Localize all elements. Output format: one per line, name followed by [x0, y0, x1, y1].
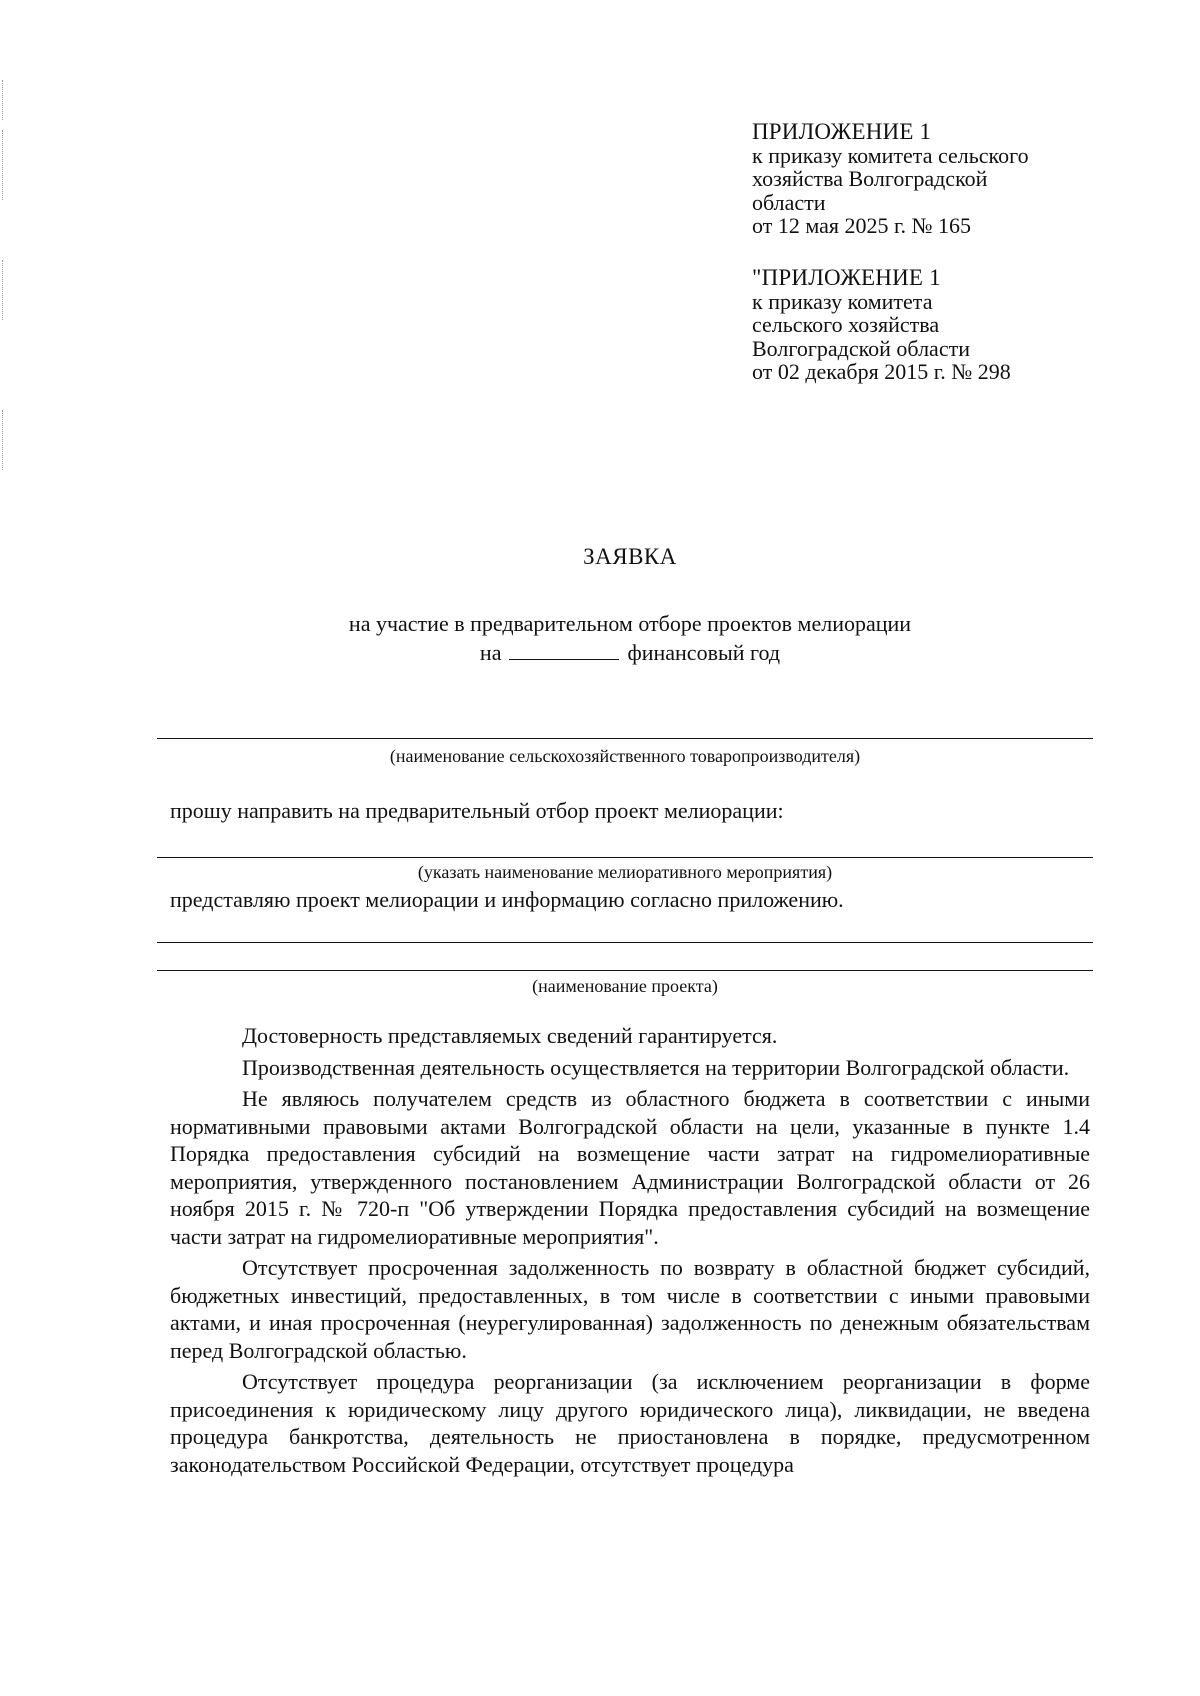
appendix-current-line: хозяйства Волгоградской — [752, 166, 988, 191]
appendix-original-block — [752, 266, 1152, 384]
scan-mark — [2, 410, 9, 470]
document-subtitle-year-line — [0, 639, 1200, 666]
submit-text: представляю проект мелиорации и информацию согласно приложению. — [170, 887, 844, 912]
appendix-original-line: к приказу комитета — [752, 288, 933, 314]
scan-mark — [2, 260, 9, 320]
measure-name-line[interactable] — [157, 857, 1093, 858]
subtitle-suffix: финансовый год — [627, 640, 781, 665]
measure-name-caption: (указать наименование мелиоративного мероприятия) — [417, 862, 833, 882]
paragraph: Производственная деятельность осуществляется на территории Волгоградской области. — [242, 1054, 1070, 1080]
appendix-current-title: ПРИЛОЖЕНИЕ 1 — [752, 119, 932, 144]
document-title: ЗАЯВКА — [583, 544, 677, 569]
project-name-line-2[interactable] — [157, 970, 1093, 971]
appendix-original-line: от 02 декабря 2015 г. № 298 — [752, 359, 1011, 384]
body-paragraphs — [170, 1022, 1090, 1478]
paragraph: Отсутствует просроченная задолженность по возврату в областной бюджет субсидий, бюджетных инвестиций, предоставленных, в том числе в соответствии с иными правовыми актами, и иная просроченная (неурегулированная) задолженность по денежным обязательствам перед Волгоградской областью. — [170, 1255, 1090, 1363]
project-name-caption: (наименование проекта) — [532, 976, 718, 996]
paragraph: Достоверность представляемых сведений гарантируется. — [242, 1023, 778, 1048]
appendix-original-line: Волгоградской области — [752, 335, 970, 361]
subtitle-prefix: на — [479, 640, 502, 665]
producer-name-line[interactable] — [157, 738, 1093, 739]
appendix-current-line: области — [752, 189, 826, 215]
appendix-current-block — [752, 120, 1152, 238]
appendix-original-line: сельского хозяйства — [752, 312, 940, 337]
appendix-current-line: от 12 мая 2025 г. № 165 — [752, 213, 972, 238]
scan-mark — [2, 80, 9, 120]
scan-mark — [2, 130, 9, 200]
financial-year-blank[interactable] — [509, 641, 619, 660]
appendix-original-title: "ПРИЛОЖЕНИЕ 1 — [752, 265, 941, 290]
appendix-current-line: к приказу комитета сельского — [752, 142, 1029, 168]
document-subtitle: на участие в предварительном отборе проектов мелиорации — [348, 611, 912, 636]
producer-name-caption: (наименование сельскохозяйственного товаропроизводителя) — [389, 746, 861, 766]
paragraph: Не являюсь получателем средств из областного бюджета в соответствии с иными нормативными правовыми актами Волгоградской области на цели, указанные в пункте 1.4 Порядка предоставления субсидий на возмещение части затрат на гидромелиоративные мероприятия, утвержденного постановлением Администрации Волгоградской области от 26 ноября 2015 г. № 720-п "Об утверждении Порядка предоставления субсидий на возмещение части затрат на гидромелиоративные мероприятия". — [170, 1086, 1090, 1249]
paragraph: Отсутствует процедура реорганизации (за исключением реорганизации в форме присоединения к юридическому лицу другого юридического лица), ликвидации, не введена процедура банкротства, деятельность не приостановлена в порядке, предусмотренном законодательством Российской Федерации, отсутствует процедура — [170, 1369, 1090, 1477]
scan-edge-marks — [0, 80, 12, 980]
request-text: прошу направить на предварительный отбор проект мелиорации: — [170, 798, 784, 823]
project-name-line-1[interactable] — [157, 942, 1093, 943]
